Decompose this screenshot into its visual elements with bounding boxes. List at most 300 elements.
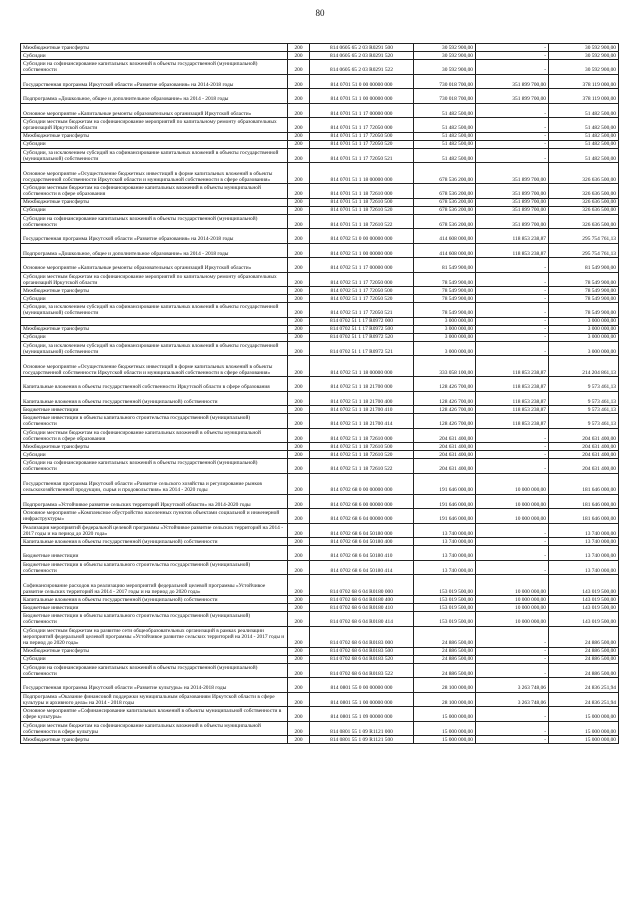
row-remainder: 143 019 500,00 (549, 596, 619, 604)
row-remainder: 51 482 500,00 (549, 148, 619, 163)
row-code: 200 (288, 333, 310, 341)
row-executed: - (476, 44, 549, 52)
row-code: 200 (288, 626, 310, 647)
table-row (21, 406, 619, 414)
row-classifier: 814 0702 51 1 17 72050 521 (310, 303, 414, 318)
row-executed: 118 853 238,87 (476, 414, 549, 429)
table-row (21, 414, 619, 429)
row-remainder: 3 000 000,00 (549, 341, 619, 356)
row-remainder: 204 631 400,00 (549, 451, 619, 459)
row-plan: 153 019 500,00 (414, 604, 476, 612)
table-row (21, 391, 619, 406)
row-remainder: 143 019 500,00 (549, 575, 619, 596)
row-name: Государственная программа Иркутской области «Развитие сельского хозяйства и регулирование рынков сельскохозяйственной продукции, сырья и продовольствия» на 2014 - 2020 годы (21, 473, 288, 494)
row-executed: - (476, 287, 549, 295)
row-executed: - (476, 103, 549, 118)
row-plan: 128 426 700,00 (414, 391, 476, 406)
row-name: Капитальные вложения в объекты государственной (муниципальной) собственности (21, 538, 288, 546)
row-name: Межбюджетные трансферты (21, 647, 288, 655)
row-name: Субсидии местным бюджетам на софинансирование капитальных вложений в объекты муниципальной собственности в сфере образования (21, 428, 288, 443)
table-row (21, 451, 619, 459)
row-code: 200 (288, 341, 310, 356)
row-classifier: 814 0701 51 1 17 72050 520 (310, 140, 414, 148)
row-name: Капитальные вложения в объекты государственной (муниципальной) собственности (21, 391, 288, 406)
row-plan: 678 536 200,00 (414, 214, 476, 229)
row-plan: 13 740 000,00 (414, 538, 476, 546)
row-classifier: 814 0605 65 2 03 R0291 500 (310, 44, 414, 52)
row-name: Субсидии местным бюджетам на развитие сети общеобразовательных организаций в рамках реализации мероприятий федеральной целевой программы «Устойчивое развитие сельских территорий на 2014 - 2017 годы и на период до 2020 года» (21, 626, 288, 647)
row-remainder: 81 549 900,00 (549, 258, 619, 273)
row-classifier: 814 0702 68 6 04 R0183 520 (310, 655, 414, 663)
row-name: Межбюджетные трансферты (21, 44, 288, 52)
row-name: Основное мероприятие «Осуществление бюджетных инвестиций в форме капитальных вложений в объекты государственной собственности Иркутской области и муниципальной собственности в сфере образования» (21, 356, 288, 377)
row-executed: - (476, 736, 549, 744)
row-name: Бюджетные инвестиции в объекты капитального строительства государственной (муниципальной) собственности (21, 560, 288, 575)
row-name: Субсидии, за исключением субсидий на софинансирование капитальных вложений в объекты государственной (муниципальной) собственности (21, 303, 288, 318)
row-classifier: 814 0702 68 6 04 50180 414 (310, 560, 414, 575)
row-classifier: 814 0702 51 1 17 R0972 521 (310, 341, 414, 356)
row-executed: - (476, 148, 549, 163)
row-code: 200 (288, 612, 310, 627)
row-name: Межбюджетные трансферты (21, 132, 288, 140)
row-code: 200 (288, 60, 310, 75)
row-executed: - (476, 132, 549, 140)
row-code: 200 (288, 163, 310, 184)
row-executed: 351 899 700,00 (476, 198, 549, 206)
row-executed: - (476, 140, 549, 148)
row-remainder: 214 204 861,13 (549, 356, 619, 377)
row-remainder: 3 000 000,00 (549, 333, 619, 341)
row-classifier: 814 0702 68 6 00 00000 000 (310, 494, 414, 509)
table-row (21, 443, 619, 451)
row-remainder: 9 573 461,13 (549, 391, 619, 406)
row-plan: 153 019 500,00 (414, 612, 476, 627)
row-executed: 10 000 000,00 (476, 575, 549, 596)
row-executed: - (476, 443, 549, 451)
table-row (21, 546, 619, 561)
row-classifier: 814 0702 68 6 04 50180 000 (310, 523, 414, 538)
row-code: 200 (288, 356, 310, 377)
row-plan: 204 631 400,00 (414, 428, 476, 443)
row-code: 200 (288, 406, 310, 414)
row-executed: - (476, 546, 549, 561)
row-classifier: 814 0801 55 1 09 00000 000 (310, 707, 414, 722)
row-name: Капитальные вложения в объекты государственной (муниципальной) собственности (21, 596, 288, 604)
row-code: 200 (288, 317, 310, 325)
row-plan: 191 646 000,00 (414, 494, 476, 509)
row-remainder: 295 754 761,13 (549, 229, 619, 244)
table-row (21, 678, 619, 693)
row-code: 200 (288, 148, 310, 163)
row-remainder: 15 000 000,00 (549, 721, 619, 736)
row-code: 200 (288, 325, 310, 333)
row-executed: 10 000 000,00 (476, 612, 549, 627)
row-classifier: 814 0702 51 1 18 00000 000 (310, 356, 414, 377)
row-executed: 118 853 238,87 (476, 377, 549, 392)
row-executed: - (476, 325, 549, 333)
row-remainder: 3 000 000,00 (549, 317, 619, 325)
row-name: Капитальные вложения в объекты государственной собственности Иркутской области в сфере образования (21, 377, 288, 392)
table-row (21, 707, 619, 722)
row-remainder: 326 636 500,00 (549, 163, 619, 184)
row-classifier: 814 0702 51 1 18 21700 410 (310, 406, 414, 414)
row-name: Реализация мероприятий федеральной целевой программы «Устойчивое развитие сельских территорий на 2014 - 2017 годы и на период до 2020 года» (21, 523, 288, 538)
row-name: Основное мероприятие «Осуществление бюджетных инвестиций в форме капитальных вложений в объекты государственной собственности Иркутской области и муниципальной собственности в сфере образования» (21, 163, 288, 184)
row-code: 200 (288, 494, 310, 509)
table-row (21, 163, 619, 184)
row-classifier: 814 0702 68 6 04 00000 000 (310, 509, 414, 524)
row-classifier: 814 0605 65 2 03 R0291 522 (310, 60, 414, 75)
row-classifier: 814 0702 68 6 04 R0183 522 (310, 663, 414, 678)
row-code: 200 (288, 229, 310, 244)
row-remainder: 78 549 900,00 (549, 303, 619, 318)
row-executed: - (476, 560, 549, 575)
row-name: Субсидии (21, 655, 288, 663)
row-remainder: 13 740 000,00 (549, 546, 619, 561)
row-executed: 10 000 000,00 (476, 473, 549, 494)
row-remainder: 24 886 500,00 (549, 655, 619, 663)
row-classifier: 814 0702 51 1 18 72610 520 (310, 451, 414, 459)
table-row (21, 89, 619, 104)
row-remainder: 24 886 500,00 (549, 626, 619, 647)
row-plan: 51 482 500,00 (414, 103, 476, 118)
row-name: Субсидии на софинансирование капитальных вложений в объекты государственной (муниципальной) собственности (21, 60, 288, 75)
row-executed: 3 263 748,06 (476, 678, 549, 693)
row-name: Субсидии местным бюджетам на софинансирование мероприятий по капитальному ремонту образовательных организаций Иркутской области (21, 118, 288, 133)
row-executed: - (476, 272, 549, 287)
row-executed: - (476, 626, 549, 647)
row-remainder: 204 631 400,00 (549, 459, 619, 474)
row-name: Бюджетные инвестиции в объекты капитального строительства государственной (муниципальной) собственности (21, 612, 288, 627)
table-row (21, 132, 619, 140)
row-plan: 78 549 900,00 (414, 295, 476, 303)
row-code: 200 (288, 678, 310, 693)
row-classifier: 814 0702 51 1 18 21700 414 (310, 414, 414, 429)
row-code: 200 (288, 647, 310, 655)
row-code: 200 (288, 655, 310, 663)
row-remainder: 15 000 000,00 (549, 736, 619, 744)
row-classifier: 814 0702 51 1 18 72610 500 (310, 443, 414, 451)
row-remainder: 326 636 500,00 (549, 198, 619, 206)
table-row (21, 612, 619, 627)
row-classifier: 814 0702 51 0 00 00000 000 (310, 229, 414, 244)
row-name: Бюджетные инвестиции (21, 406, 288, 414)
row-code: 200 (288, 295, 310, 303)
row-plan: 333 058 100,00 (414, 356, 476, 377)
table-row (21, 243, 619, 258)
row-code: 200 (288, 214, 310, 229)
row-code: 200 (288, 52, 310, 60)
row-plan: 3 000 000,00 (414, 333, 476, 341)
row-name: Субсидии, за исключением субсидий на софинансирование капитальных вложений в объекты государственной (муниципальной) собственности (21, 148, 288, 163)
row-code: 200 (288, 258, 310, 273)
row-executed: - (476, 538, 549, 546)
table-row (21, 140, 619, 148)
row-code: 200 (288, 663, 310, 678)
table-row (21, 118, 619, 133)
table-row (21, 60, 619, 75)
row-executed: 118 853 238,87 (476, 243, 549, 258)
row-code: 200 (288, 473, 310, 494)
table-row (21, 317, 619, 325)
row-remainder: 51 482 500,00 (549, 132, 619, 140)
row-classifier: 814 0702 51 1 18 21700 400 (310, 391, 414, 406)
row-remainder: 9 573 461,13 (549, 406, 619, 414)
row-plan: 51 482 500,00 (414, 132, 476, 140)
row-name: Субсидии местным бюджетам на софинансирование мероприятий по капитальному ремонту образовательных организаций Иркутской области (21, 272, 288, 287)
row-remainder: 204 631 400,00 (549, 443, 619, 451)
row-plan: 28 100 000,00 (414, 692, 476, 707)
row-plan: 13 740 000,00 (414, 523, 476, 538)
row-plan: 204 631 400,00 (414, 451, 476, 459)
row-remainder: 181 646 000,00 (549, 494, 619, 509)
row-executed: 118 853 238,87 (476, 391, 549, 406)
row-remainder: 30 592 900,00 (549, 44, 619, 52)
row-plan: 30 592 900,00 (414, 60, 476, 75)
row-name: Основное мероприятие «Капитальные ремонты образовательных организаций Иркутской области» (21, 103, 288, 118)
row-code: 200 (288, 523, 310, 538)
row-plan: 730 018 700,00 (414, 89, 476, 104)
row-remainder: 24 886 500,00 (549, 663, 619, 678)
row-classifier: 814 0701 51 1 17 72050 500 (310, 132, 414, 140)
row-plan: 3 000 000,00 (414, 341, 476, 356)
row-name: Подпрограмма «Дошкольное, общее и дополнительное образование» на 2014 - 2018 годы (21, 89, 288, 104)
table-row (21, 287, 619, 295)
row-executed: - (476, 451, 549, 459)
row-plan: 678 536 200,00 (414, 206, 476, 214)
table-row (21, 626, 619, 647)
row-name: Подпрограмма «Оказание финансовой поддержки муниципальным образованиям Иркутской области в сфере культуры и архивного дела» на 2014 - 2018 годы (21, 692, 288, 707)
row-executed: - (476, 721, 549, 736)
row-classifier: 814 0701 51 1 17 72050 521 (310, 148, 414, 163)
row-executed: 10 000 000,00 (476, 596, 549, 604)
table-row (21, 736, 619, 744)
row-executed: - (476, 663, 549, 678)
row-classifier: 814 0702 68 6 04 R0180 414 (310, 612, 414, 627)
row-remainder: 378 119 000,00 (549, 74, 619, 89)
row-remainder: 78 549 900,00 (549, 287, 619, 295)
row-plan: 191 646 000,00 (414, 473, 476, 494)
row-classifier: 814 0702 68 0 00 00000 000 (310, 473, 414, 494)
row-remainder: 181 646 000,00 (549, 473, 619, 494)
row-executed: - (476, 341, 549, 356)
row-plan: 51 482 500,00 (414, 148, 476, 163)
row-code: 200 (288, 44, 310, 52)
row-name: Межбюджетные трансферты (21, 736, 288, 744)
row-plan: 81 549 900,00 (414, 258, 476, 273)
row-remainder: 181 646 000,00 (549, 509, 619, 524)
row-classifier: 814 0702 51 1 18 21700 000 (310, 377, 414, 392)
row-name: Бюджетные инвестиции (21, 604, 288, 612)
row-plan: 13 740 000,00 (414, 560, 476, 575)
row-executed: 351 899 700,00 (476, 89, 549, 104)
row-executed: 10 000 000,00 (476, 509, 549, 524)
row-classifier: 814 0702 51 1 18 72610 000 (310, 428, 414, 443)
budget-table (20, 43, 619, 744)
row-plan: 15 000 000,00 (414, 721, 476, 736)
row-code: 200 (288, 414, 310, 429)
row-classifier: 814 0702 68 6 04 50180 400 (310, 538, 414, 546)
row-plan: 678 536 200,00 (414, 198, 476, 206)
row-name: Субсидии, за исключением субсидий на софинансирование капитальных вложений в объекты государственной (муниципальной) собственности (21, 341, 288, 356)
table-row (21, 184, 619, 199)
row-remainder: 143 019 500,00 (549, 604, 619, 612)
table-row (21, 692, 619, 707)
row-classifier: 814 0702 51 1 17 72050 000 (310, 272, 414, 287)
table-row (21, 74, 619, 89)
row-code: 200 (288, 103, 310, 118)
row-name: Субсидии местным бюджетам на софинансирование капитальных вложений в объекты муниципальной собственности в сфере образования (21, 184, 288, 199)
row-classifier: 814 0801 55 0 00 00000 000 (310, 678, 414, 693)
row-classifier: 814 0702 68 6 04 R0183 500 (310, 647, 414, 655)
table-row (21, 333, 619, 341)
table-row (21, 198, 619, 206)
row-plan: 414 608 000,00 (414, 243, 476, 258)
table-row (21, 494, 619, 509)
table-row (21, 560, 619, 575)
row-executed: - (476, 60, 549, 75)
table-row (21, 538, 619, 546)
row-classifier: 814 0702 51 1 00 00000 000 (310, 243, 414, 258)
row-classifier: 814 0702 51 1 18 72610 522 (310, 459, 414, 474)
row-plan: 30 592 900,00 (414, 44, 476, 52)
row-plan: 3 000 000,00 (414, 325, 476, 333)
row-executed: 118 853 238,87 (476, 229, 549, 244)
row-plan: 13 740 000,00 (414, 546, 476, 561)
row-classifier: 814 0701 51 1 18 72610 520 (310, 206, 414, 214)
table-row (21, 509, 619, 524)
row-plan: 24 886 500,00 (414, 663, 476, 678)
row-remainder: 24 836 251,94 (549, 692, 619, 707)
row-plan: 678 536 200,00 (414, 163, 476, 184)
row-code: 200 (288, 546, 310, 561)
row-executed: - (476, 459, 549, 474)
row-code: 200 (288, 74, 310, 89)
row-remainder: 3 000 000,00 (549, 325, 619, 333)
row-code: 200 (288, 604, 310, 612)
row-remainder: 78 549 900,00 (549, 272, 619, 287)
table-row (21, 295, 619, 303)
row-name: Межбюджетные трансферты (21, 443, 288, 451)
row-name (21, 317, 288, 325)
row-code: 200 (288, 721, 310, 736)
row-remainder: 13 740 000,00 (549, 560, 619, 575)
row-code: 200 (288, 736, 310, 744)
row-name: Субсидии на софинансирование капитальных вложений в объекты государственной (муниципальной) собственности (21, 459, 288, 474)
row-plan: 128 426 700,00 (414, 414, 476, 429)
row-name: Субсидии (21, 451, 288, 459)
row-remainder: 51 482 500,00 (549, 118, 619, 133)
row-remainder: 295 754 761,13 (549, 243, 619, 258)
row-remainder: 378 119 000,00 (549, 89, 619, 104)
row-classifier: 814 0801 55 1 00 00000 000 (310, 692, 414, 707)
row-remainder: 9 573 461,13 (549, 377, 619, 392)
row-plan: 15 000 000,00 (414, 736, 476, 744)
row-classifier: 814 0702 51 1 17 72050 500 (310, 287, 414, 295)
row-code: 200 (288, 287, 310, 295)
table-row (21, 148, 619, 163)
row-remainder: 30 592 900,00 (549, 60, 619, 75)
row-executed: 118 853 238,87 (476, 356, 549, 377)
row-plan: 24 886 500,00 (414, 626, 476, 647)
row-name: Межбюджетные трансферты (21, 287, 288, 295)
row-classifier: 814 0701 51 1 18 72610 522 (310, 214, 414, 229)
row-code: 200 (288, 198, 310, 206)
row-remainder: 51 482 500,00 (549, 140, 619, 148)
row-code: 200 (288, 184, 310, 199)
row-plan: 51 482 500,00 (414, 140, 476, 148)
row-plan: 15 000 000,00 (414, 707, 476, 722)
row-remainder: 78 549 900,00 (549, 295, 619, 303)
table-row (21, 258, 619, 273)
row-plan: 78 549 900,00 (414, 303, 476, 318)
row-code: 200 (288, 391, 310, 406)
row-code: 200 (288, 451, 310, 459)
row-executed: 351 899 700,00 (476, 184, 549, 199)
row-code: 200 (288, 428, 310, 443)
row-name: Основное мероприятие «Капитальные ремонты образовательных организаций Иркутской области» (21, 258, 288, 273)
row-executed: - (476, 523, 549, 538)
row-classifier: 814 0702 51 1 17 R0972 500 (310, 325, 414, 333)
row-remainder: 326 636 500,00 (549, 184, 619, 199)
table-row (21, 663, 619, 678)
row-remainder: 30 592 900,00 (549, 52, 619, 60)
row-name: Государственная программа Иркутской области «Развитие культуры» на 2014-2018 годы (21, 678, 288, 693)
table-row (21, 377, 619, 392)
row-code: 200 (288, 692, 310, 707)
table-row (21, 103, 619, 118)
row-code: 200 (288, 132, 310, 140)
row-name: Субсидии (21, 295, 288, 303)
row-plan: 678 536 200,00 (414, 184, 476, 199)
row-classifier: 814 0701 51 1 00 00000 000 (310, 89, 414, 104)
row-code: 200 (288, 443, 310, 451)
row-plan: 730 018 700,00 (414, 74, 476, 89)
row-executed: - (476, 333, 549, 341)
row-classifier: 814 0801 55 1 09 R1121 000 (310, 721, 414, 736)
row-remainder: 204 631 400,00 (549, 428, 619, 443)
row-plan: 24 886 500,00 (414, 647, 476, 655)
row-plan: 78 549 900,00 (414, 287, 476, 295)
row-code: 200 (288, 459, 310, 474)
row-name: Бюджетные инвестиции (21, 546, 288, 561)
row-code: 200 (288, 575, 310, 596)
table-row (21, 428, 619, 443)
row-plan: 191 646 000,00 (414, 509, 476, 524)
row-classifier: 814 0801 55 1 09 R1121 500 (310, 736, 414, 744)
row-code: 200 (288, 206, 310, 214)
row-classifier: 814 0701 51 1 17 72050 000 (310, 118, 414, 133)
row-plan: 51 482 500,00 (414, 118, 476, 133)
row-classifier: 814 0702 68 6 04 R0183 000 (310, 626, 414, 647)
table-row (21, 473, 619, 494)
row-name: Субсидии (21, 52, 288, 60)
row-name: Субсидии на софинансирование капитальных вложений в объекты государственной (муниципальной) собственности (21, 214, 288, 229)
row-remainder: 9 573 461,13 (549, 414, 619, 429)
row-name: Подпрограмма «Дошкольное, общее и дополнительное образование» на 2014 - 2018 годы (21, 243, 288, 258)
row-plan: 153 019 500,00 (414, 596, 476, 604)
row-classifier: 814 0702 68 6 04 R0180 000 (310, 575, 414, 596)
row-executed: 3 263 748,06 (476, 692, 549, 707)
row-code: 200 (288, 377, 310, 392)
row-code: 200 (288, 140, 310, 148)
row-executed: - (476, 707, 549, 722)
table-row (21, 52, 619, 60)
row-executed: - (476, 303, 549, 318)
table-row (21, 604, 619, 612)
table-row (21, 459, 619, 474)
row-executed: - (476, 428, 549, 443)
